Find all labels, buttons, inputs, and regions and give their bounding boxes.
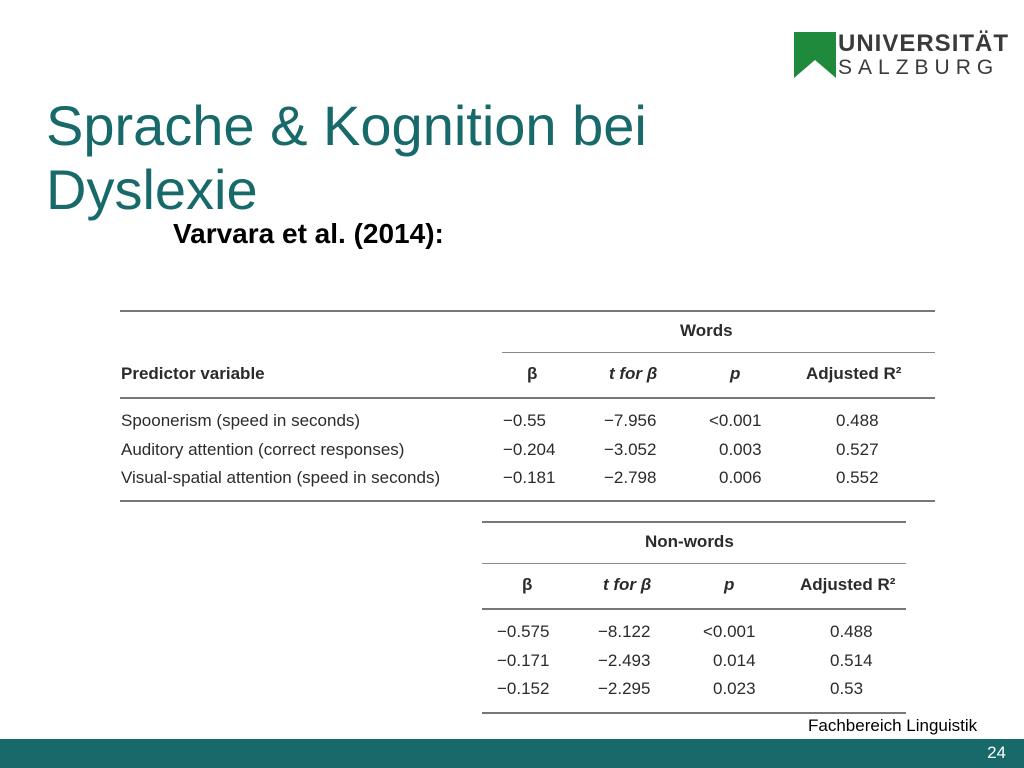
words-row-2-beta: −0.204 bbox=[503, 440, 556, 459]
nonwords-row-1-t: −8.122 bbox=[598, 622, 651, 641]
nonwords-row-3-r2: 0.53 bbox=[830, 679, 864, 698]
words-group-rule bbox=[502, 352, 935, 353]
col-header-r2: Adjusted R² bbox=[806, 364, 902, 383]
words-row-1-beta: −0.55 bbox=[503, 411, 547, 430]
university-logo bbox=[794, 30, 1010, 82]
words-row-2-t: −3.052 bbox=[604, 440, 657, 459]
logo-text-universitaet: UNIVERSITÄT bbox=[838, 30, 1010, 57]
words-row-3-r2: 0.552 bbox=[836, 468, 879, 487]
words-row-3-predictor: Visual-spatial attention (speed in seconds) bbox=[121, 468, 441, 487]
nonwords-row-2-beta: −0.171 bbox=[497, 651, 550, 670]
words-row-1-predictor: Spoonerism (speed in seconds) bbox=[121, 411, 361, 430]
nonwords-group-rule bbox=[482, 563, 906, 564]
nonwords-row-1-r2: 0.488 bbox=[830, 622, 873, 641]
nonwords-row-1-beta: −0.575 bbox=[497, 622, 550, 641]
nonwords-col-header-r2: Adjusted R² bbox=[800, 575, 896, 594]
words-table-bottom-rule bbox=[120, 500, 935, 502]
col-header-p: p bbox=[730, 364, 741, 383]
nonwords-table-bottom-rule bbox=[482, 712, 906, 714]
slide-subtitle: Varvara et al. (2014): bbox=[173, 218, 444, 249]
words-row-2-predictor: Auditory attention (correct responses) bbox=[121, 440, 405, 459]
words-header-rule bbox=[120, 397, 935, 399]
university-salzburg-logo-icon bbox=[794, 32, 836, 78]
slide-title: Sprache & Kognition bei Dyslexie bbox=[46, 94, 647, 221]
nonwords-col-header-beta: β bbox=[522, 575, 533, 594]
footer-department-label: Fachbereich Linguistik bbox=[808, 716, 978, 735]
nonwords-header-rule bbox=[482, 608, 906, 610]
nonwords-group-header: Non-words bbox=[645, 532, 734, 551]
words-row-1-r2: 0.488 bbox=[836, 411, 879, 430]
nonwords-row-3-p: 0.023 bbox=[713, 679, 756, 698]
nonwords-col-header-t: t for β bbox=[603, 575, 652, 594]
nonwords-col-header-p: p bbox=[724, 575, 735, 594]
words-row-3-beta: −0.181 bbox=[503, 468, 556, 487]
nonwords-row-1-p: <0.001 bbox=[703, 622, 756, 641]
nonwords-row-2-p: 0.014 bbox=[713, 651, 756, 670]
footer-bar bbox=[0, 739, 1024, 768]
col-header-predictor: Predictor variable bbox=[121, 364, 265, 383]
words-table-top-rule bbox=[120, 310, 935, 312]
words-row-1-p: <0.001 bbox=[709, 411, 762, 430]
nonwords-row-2-t: −2.493 bbox=[598, 651, 651, 670]
logo-text-salzburg: SALZBURG bbox=[838, 56, 1000, 79]
words-row-3-p: 0.006 bbox=[719, 468, 762, 487]
words-row-1-t: −7.956 bbox=[604, 411, 657, 430]
words-row-3-t: −2.798 bbox=[604, 468, 657, 487]
words-row-2-p: 0.003 bbox=[719, 440, 762, 459]
nonwords-row-3-beta: −0.152 bbox=[497, 679, 550, 698]
words-row-2-r2: 0.527 bbox=[836, 440, 879, 459]
col-header-t: t for β bbox=[609, 364, 658, 383]
nonwords-row-2-r2: 0.514 bbox=[830, 651, 873, 670]
words-group-header: Words bbox=[680, 321, 733, 340]
nonwords-table-top-rule bbox=[482, 521, 906, 523]
nonwords-row-3-t: −2.295 bbox=[598, 679, 651, 698]
col-header-beta: β bbox=[527, 364, 538, 383]
page-number: 24 bbox=[987, 743, 1006, 762]
